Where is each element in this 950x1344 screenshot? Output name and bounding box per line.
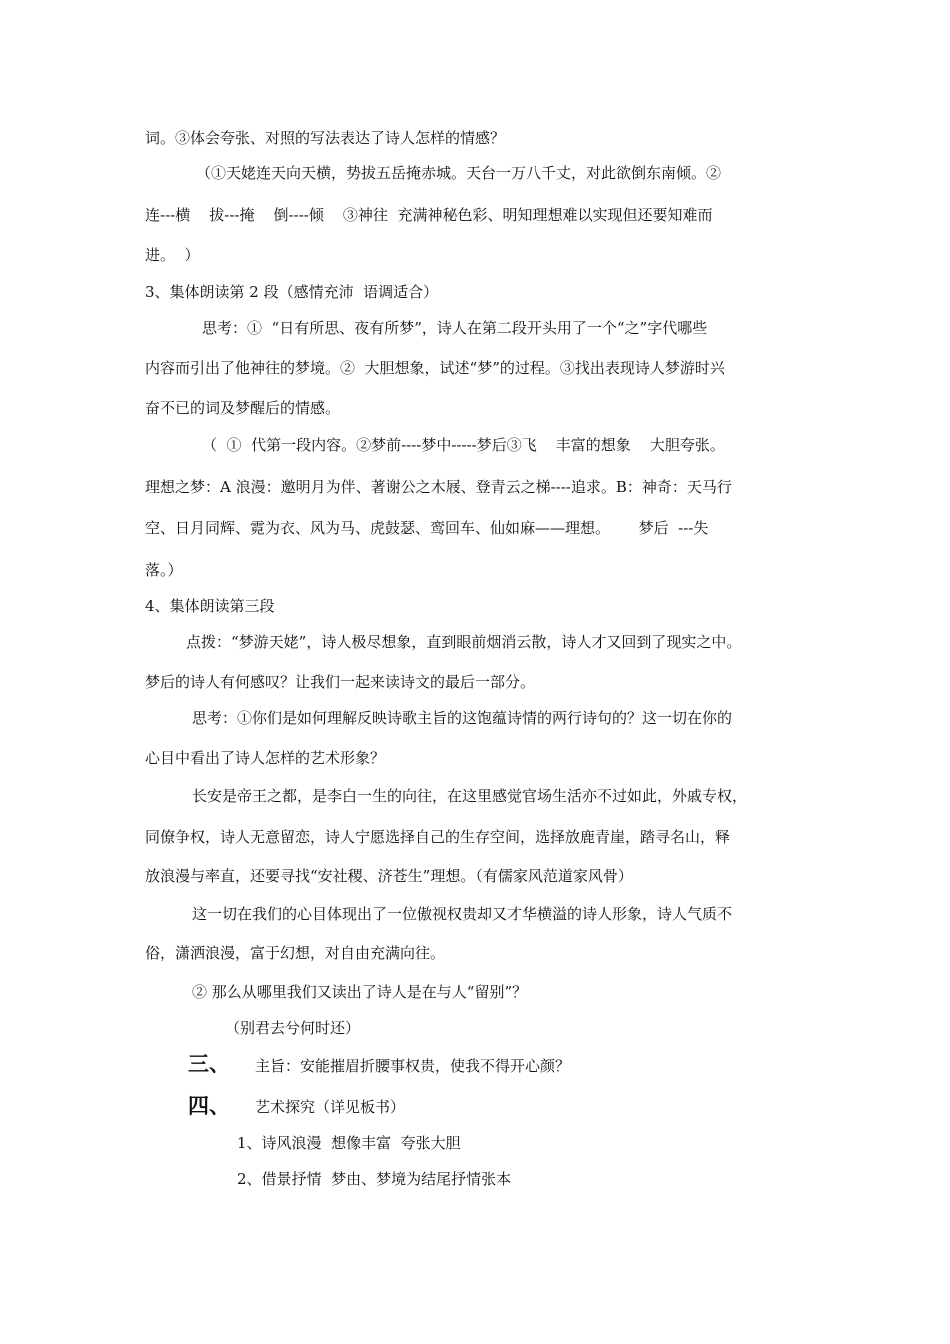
- text-line: 思考：①你们是如何理解反映诗歌主旨的这饱蕴诗情的两行诗句的？这一切在你的: [192, 709, 733, 727]
- text-line: 同僚争权，诗人无意留恋，诗人宁愿选择自己的生存空间，选择放鹿青崖，踏寻名山，释: [145, 828, 731, 846]
- text-line: 连---横 拔---掩 倒----倾 ③神往 充满神秘色彩、明知理想难以实现但还要知难而: [145, 206, 713, 224]
- text-line: 俗，潇洒浪漫，富于幻想，对自由充满向往。: [145, 944, 446, 962]
- text-line: 4、集体朗读第三段: [145, 597, 275, 615]
- text-line: 梦后的诗人有何感叹？让我们一起来读诗文的最后一部分。: [145, 673, 536, 691]
- art-item: 1、诗风浪漫 想像丰富 夸张大胆: [237, 1134, 461, 1152]
- text-line: 思考：① “日有所思、夜有所梦”，诗人在第二段开头用了一个“之”字代哪些: [202, 319, 708, 337]
- section-four-text: 艺术探究（详见板书）: [255, 1098, 406, 1116]
- text-line: 长安是帝王之都，是李白一生的向往，在这里感觉官场生活亦不过如此，外戚专权，: [192, 787, 748, 805]
- text-line: 空、日月同辉、霓为衣、风为马、虎鼓瑟、鸾回车、仙如麻——理想。 梦后 ---失: [145, 519, 709, 537]
- text-line: （别君去兮何时还）: [225, 1019, 361, 1037]
- text-line: （ ① 代第一段内容。②梦前----梦中-----梦后③飞 丰富的想象 大胆夸张。: [202, 436, 725, 454]
- text-line: 心目中看出了诗人怎样的艺术形象？: [145, 749, 386, 767]
- text-line: 3、集体朗读第 2 段（感情充沛 语调适合）: [145, 283, 439, 301]
- section-three-numeral: 三、: [188, 1051, 230, 1076]
- text-line: 进。 ）: [145, 246, 200, 264]
- art-item: 2、借景抒情 梦由、梦境为结尾抒情张本: [237, 1170, 512, 1188]
- text-line: 词。③体会夸张、对照的写法表达了诗人怎样的情感？: [145, 129, 506, 147]
- text-line: 放浪漫与率直，还要寻找“安社稷、济苍生”理想。（有儒家风范道家风骨）: [145, 867, 633, 885]
- section-three-text: 主旨：安能摧眉折腰事权贵，使我不得开心颜？: [255, 1057, 571, 1075]
- text-line: 内容而引出了他神往的梦境。② 大胆想象，试述“梦”的过程。③找出表现诗人梦游时兴: [145, 359, 725, 377]
- text-line: 奋不已的词及梦醒后的情感。: [145, 399, 341, 417]
- text-line: （①天姥连天向天横，势拔五岳掩赤城。天台一万八千丈，对此欲倒东南倾。②: [196, 164, 722, 182]
- text-line: 这一切在我们的心目体现出了一位傲视权贵却又才华横溢的诗人形象，诗人气质不: [192, 905, 733, 923]
- text-line: ② 那么从哪里我们又读出了诗人是在与人“留别”？: [192, 983, 528, 1001]
- section-four-numeral: 四、: [188, 1093, 230, 1118]
- text-line: 理想之梦：A 浪漫：邀明月为伴、著谢公之木屐、登青云之梯----追求。B：神奇：天马行: [145, 478, 732, 496]
- text-line: 点拨：“梦游天姥”，诗人极尽想象，直到眼前烟消云散，诗人才又回到了现实之中。: [186, 633, 742, 651]
- text-line: 落。）: [145, 561, 183, 579]
